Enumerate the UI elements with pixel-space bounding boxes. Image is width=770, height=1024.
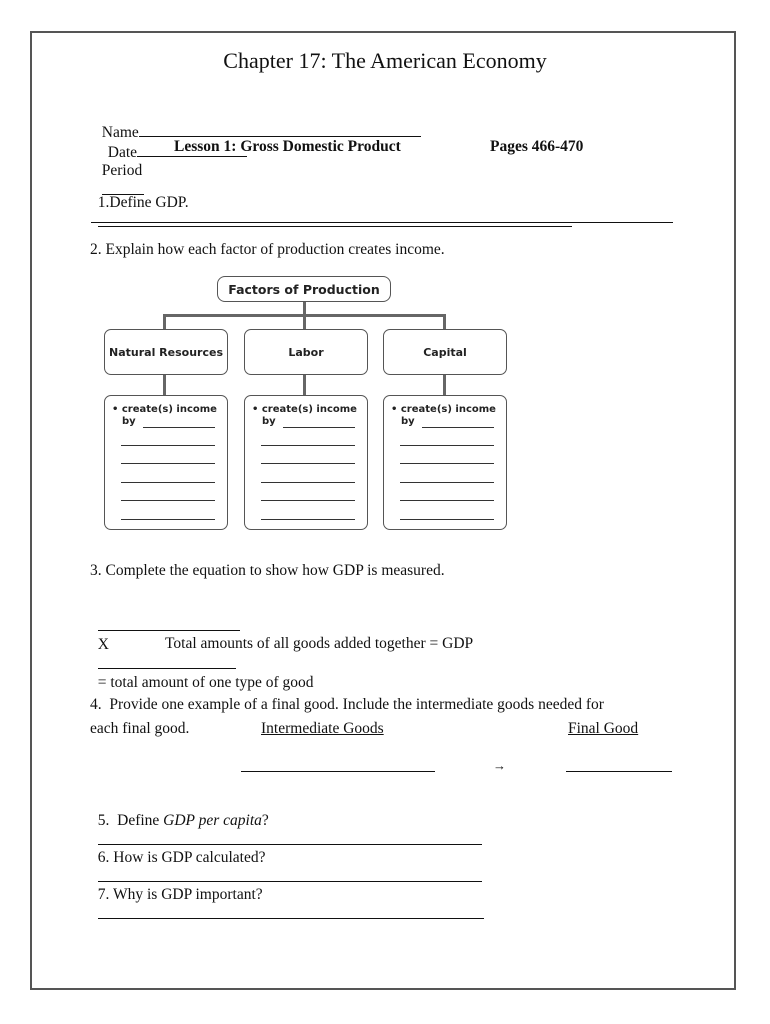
income-bullet: • create(s) income bbox=[252, 404, 357, 415]
question-1 bbox=[90, 176, 572, 232]
income-by: by bbox=[401, 416, 415, 427]
intermediate-goods-heading: Intermediate Goods bbox=[261, 720, 384, 737]
connector bbox=[303, 314, 306, 329]
answer-line[interactable] bbox=[261, 463, 355, 464]
lesson-title: Lesson 1: Gross Domestic Product bbox=[174, 138, 401, 155]
question-7-answer[interactable] bbox=[98, 904, 484, 919]
date-label: Date bbox=[107, 144, 138, 161]
question-4-line-2: each final good. bbox=[90, 720, 190, 737]
answer-line[interactable] bbox=[422, 427, 494, 428]
income-by: by bbox=[122, 416, 136, 427]
answer-line[interactable] bbox=[400, 500, 494, 501]
question-3-total: Total amounts of all goods added together = GDP bbox=[165, 635, 474, 652]
answer-line[interactable] bbox=[283, 427, 355, 428]
intermediate-goods-answer[interactable] bbox=[241, 771, 435, 772]
connector bbox=[303, 375, 306, 395]
question-1-answer[interactable] bbox=[98, 212, 572, 227]
answer-line[interactable] bbox=[400, 445, 494, 446]
question-5-prefix: 5. Define bbox=[97, 812, 164, 829]
answer-line[interactable] bbox=[261, 519, 355, 520]
question-1-answer-line-2[interactable] bbox=[91, 222, 673, 223]
arrow-icon: → bbox=[493, 758, 506, 773]
lesson-pages: Pages 466-470 bbox=[490, 138, 584, 155]
answer-line[interactable] bbox=[400, 463, 494, 464]
question-5-term: GDP per capita bbox=[163, 812, 262, 829]
equation-blank-2[interactable] bbox=[98, 654, 236, 669]
answer-line[interactable] bbox=[261, 500, 355, 501]
labor-income-box bbox=[244, 395, 368, 530]
answer-line[interactable] bbox=[400, 482, 494, 483]
answer-line[interactable] bbox=[400, 519, 494, 520]
connector bbox=[163, 314, 166, 329]
question-7-text: 7. Why is GDP important? bbox=[97, 886, 263, 903]
income-by: by bbox=[262, 416, 276, 427]
connector bbox=[443, 314, 446, 329]
answer-line[interactable] bbox=[121, 445, 215, 446]
question-7 bbox=[90, 868, 484, 924]
final-good-heading: Final Good bbox=[568, 720, 639, 737]
equation-result: = total amount of one type of good bbox=[97, 674, 314, 691]
final-good-answer[interactable] bbox=[566, 771, 672, 772]
question-4-line-1: 4. Provide one example of a final good. Include the intermediate goods needed for bbox=[90, 696, 604, 713]
income-bullet: • create(s) income bbox=[391, 404, 496, 415]
question-3-text: 3. Complete the equation to show how GDP is measured. bbox=[90, 562, 445, 579]
income-bullet: • create(s) income bbox=[112, 404, 217, 415]
natural-resources-income-box bbox=[104, 395, 228, 530]
natural-resources-box: Natural Resources bbox=[104, 329, 228, 375]
question-1-text: 1.Define GDP. bbox=[97, 194, 189, 211]
connector bbox=[443, 375, 446, 395]
question-5-suffix: ? bbox=[261, 812, 269, 829]
equation-blank-1[interactable] bbox=[98, 616, 240, 631]
factors-of-production-box: Factors of Production bbox=[217, 276, 391, 302]
capital-income-box bbox=[383, 395, 507, 530]
question-6-text: 6. How is GDP calculated? bbox=[97, 849, 266, 866]
connector bbox=[163, 375, 166, 395]
question-2-text: 2. Explain how each factor of production creates income. bbox=[90, 241, 445, 258]
equation-times: X bbox=[97, 636, 109, 653]
labor-box: Labor bbox=[244, 329, 368, 375]
answer-line[interactable] bbox=[121, 519, 215, 520]
name-field[interactable] bbox=[139, 122, 421, 137]
answer-line[interactable] bbox=[261, 482, 355, 483]
answer-line[interactable] bbox=[121, 500, 215, 501]
answer-line[interactable] bbox=[143, 427, 215, 428]
answer-line[interactable] bbox=[261, 445, 355, 446]
page-title: Chapter 17: The American Economy bbox=[223, 48, 547, 73]
capital-box: Capital bbox=[383, 329, 507, 375]
answer-line[interactable] bbox=[121, 482, 215, 483]
name-label: Name bbox=[101, 124, 139, 141]
period-label: Period bbox=[101, 162, 143, 179]
answer-line[interactable] bbox=[121, 463, 215, 464]
